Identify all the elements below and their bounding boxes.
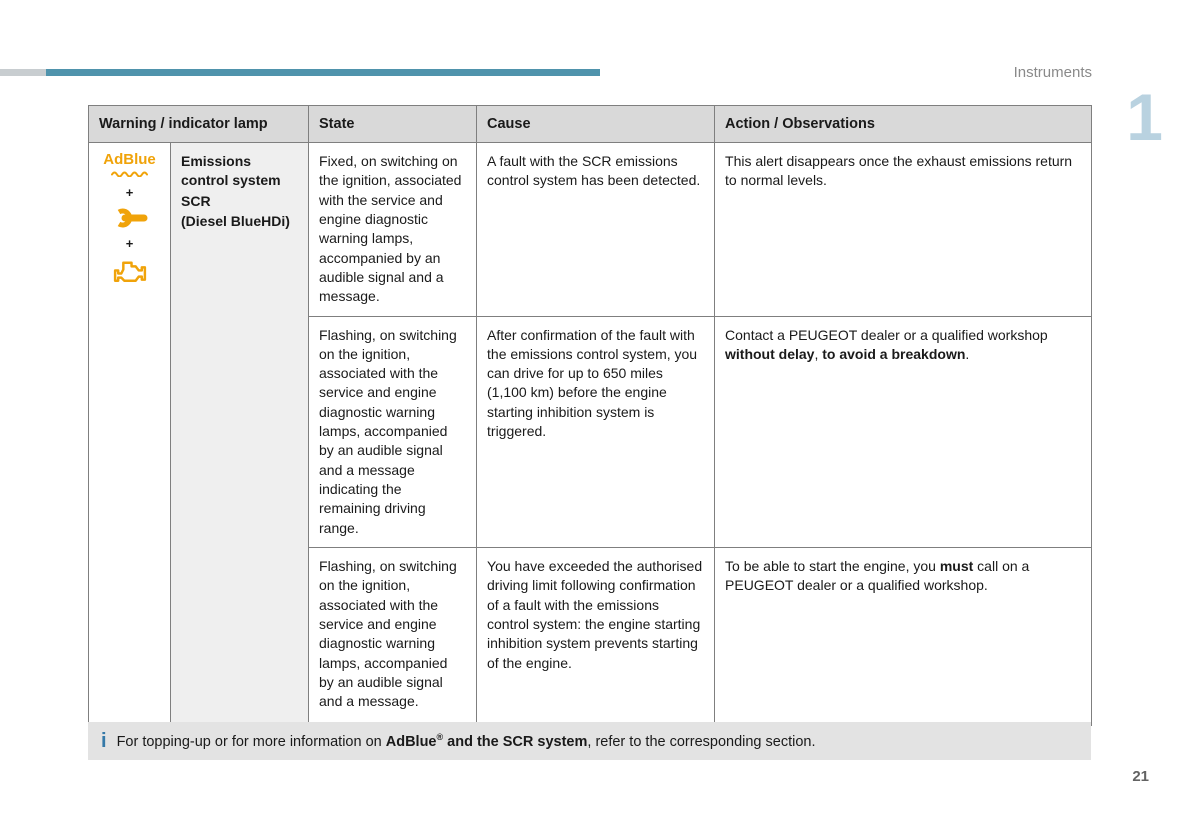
lamp-name-line: (Diesel BlueHDi) [181,212,290,229]
page-number: 21 [1132,768,1149,785]
registered-mark: ® [436,732,444,743]
action-text-bold: to avoid a breakdown [822,345,966,362]
note-text-part: For topping-up or for more information on [116,733,386,750]
header-action-observations: Action / Observations [715,106,1092,143]
action-cell-row-3 [715,547,1092,725]
action-text: call on a PEUGEOT dealer or a qualified workshop. [725,557,1030,594]
header-warning-indicator-lamp: Warning / indicator lamp [89,106,309,143]
plus-sign: + [125,235,134,251]
lamp-name-line: SCR [181,192,211,209]
lamp-description-cell [171,143,309,726]
note-text-part: , refer to the corresponding section. [587,733,816,750]
note-text [117,732,816,750]
state-cell-row-2: Flashing, on switching on the ignition, associated with the service and engine diagnostic warning lamps, accompanied by an audible signal and a message indicating the remaining driving range. [309,316,477,547]
action-text: , [814,345,823,362]
lamp-name-line: Emissions control system [181,153,281,189]
plus-sign: + [125,184,134,200]
action-text-bold: without delay [725,345,815,362]
table-row [89,143,1092,317]
state-cell-row-1: Fixed, on switching on the ignition, associated with the service and engine diagnostic warning lamps, accompanied by an audible signal and a message. [309,143,477,317]
action-text-bold: must [939,557,974,574]
cause-cell-row-1: A fault with the SCR emissions control system has been detected. [477,143,715,317]
engine-warning-icon [111,259,149,286]
state-cell-row-3: Flashing, on switching on the ignition, associated with the service and engine diagnostic warning lamps, accompanied by an audible signal and a message. [309,547,477,725]
adblue-wave-icon [111,169,149,177]
note-text-bold: AdBlue [385,733,437,750]
note-text-bold: and the SCR system [443,733,588,750]
cause-cell-row-3: You have exceeded the authorised driving limit following confirmation of a fault with the emissions control system: the engine starting inhibition system prevents starting of the engine. [477,547,715,725]
section-label: Instruments [1013,64,1092,81]
action-text: Contact a PEUGEOT dealer or a qualified workshop [725,326,1048,343]
header-cause: Cause [477,106,715,143]
action-cell-row-2 [715,316,1092,547]
top-bar-light-segment [0,69,46,76]
top-bar-teal-segment [46,69,600,76]
adblue-icon [103,152,156,177]
warning-lamps-table [88,105,1092,726]
table-header-row [89,106,1092,143]
action-cell-row-1: This alert disappears once the exhaust emissions return to normal levels. [715,143,1092,317]
chapter-number: 1 [1126,80,1163,154]
action-text: To be able to start the engine, you [725,557,940,574]
header-state: State [309,106,477,143]
action-text: . [965,345,970,362]
info-note-bar [88,722,1091,760]
cause-cell-row-2: After confirmation of the fault with the emissions control system, you can drive for up to 650 miles (1,100 km) before the engine starting inhibition system is triggered. [477,316,715,547]
lamp-icon-stack [99,152,160,286]
service-wrench-icon [110,208,150,228]
lamp-icon-cell [89,143,171,726]
adblue-label: AdBlue [103,151,156,168]
info-icon: i [101,730,107,752]
